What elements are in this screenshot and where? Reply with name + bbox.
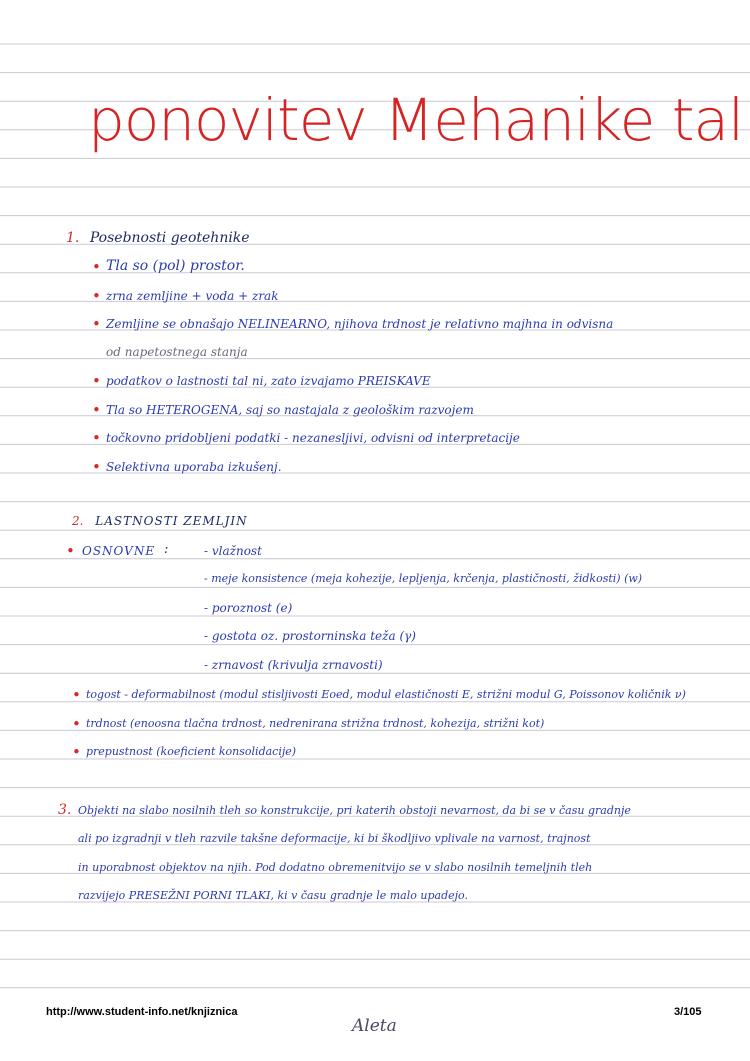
bullet-marker: • xyxy=(72,686,81,704)
bullet-marker: • xyxy=(92,258,101,276)
bullet-marker: • xyxy=(72,715,81,733)
section-1-number: 1. xyxy=(66,230,80,246)
aleta-logo: Aleta xyxy=(352,1016,397,1036)
section-3-line: in uporabnost objektov na njih. Pod dodatno obremenitvijo se v slabo nosilnih temeljnih tleh xyxy=(78,861,593,874)
section-3-number: 3. xyxy=(58,802,72,818)
page-title: ponovitev Mehanike tal xyxy=(88,86,744,154)
section-2-property: trdnost (enoosna tlačna trdnost, nedrenirana strižna trdnost, kohezija, strižni kot) xyxy=(86,717,545,730)
section-1-bullet: Selektivna uporaba izkušenj. xyxy=(106,460,282,474)
osnovne-label: OSNOVNE xyxy=(82,544,156,558)
section-3-line: Objekti na slabo nosilnih tleh so konstrukcije, pri katerih obstoji nevarnost, da bi se v času gradnje xyxy=(78,804,631,817)
section-2-number: 2. xyxy=(72,514,84,528)
osnovne-item: - meje konsistence (meja kohezije, lepljenja, krčenja, plastičnosti, židkosti) (w) xyxy=(204,572,643,585)
section-1-bullet-continuation: od napetostnega stanja xyxy=(106,345,248,359)
bullet-marker: • xyxy=(92,372,101,390)
bullet-marker: • xyxy=(92,429,101,447)
section-2-property: prepustnost (koeficient konsolidacije) xyxy=(86,745,297,758)
section-3-line: razvijejo PRESEŽNI PORNI TLAKI, ki v času gradnje le malo upadejo. xyxy=(78,889,468,902)
bullet-marker: • xyxy=(72,743,81,761)
section-1-bullet: zrna zemljine + voda + zrak xyxy=(106,289,279,303)
section-2-heading-row xyxy=(72,514,248,528)
section-3-line: ali po izgradnji v tleh razvile takšne deformacije, ki bi škodljivo vplivale na varnost, trajnost xyxy=(78,832,591,845)
section-1-heading: Posebnosti geotehnike xyxy=(89,230,250,246)
section-1-bullet: podatkov o lastnosti tal ni, zato izvajamo PREISKAVE xyxy=(106,374,431,388)
section-1-bullet: Zemljine se obnašajo NELINEARNO, njihova trdnost je relativno majhna in odvisna xyxy=(106,317,614,331)
bullet-marker: • xyxy=(92,315,101,333)
bullet-marker: • xyxy=(92,458,101,476)
osnovne-item: - poroznost (e) xyxy=(204,601,293,615)
osnovne-item: - vlažnost xyxy=(204,544,262,558)
section-1-bullet: Tla so HETEROGENA, saj so nastajala z geološkim razvojem xyxy=(106,403,474,417)
section-2-property: togost - deformabilnost (modul stisljivosti Eoed, modul elastičnosti E, strižni modul G, Poissonov količnik ν) xyxy=(86,688,686,701)
osnovne-item: - gostota oz. prostorninska teža (γ) xyxy=(204,629,416,643)
osnovne-item: - zrnavost (krivulja zrnavosti) xyxy=(204,658,383,672)
page-number: 3/105 xyxy=(674,1006,702,1018)
section-1-bullet: točkovno pridobljeni podatki - nezanesljivi, odvisni od interpretacije xyxy=(106,431,520,445)
osnovne-colon: : xyxy=(164,542,169,557)
section-1-bullet: Tla so (pol) prostor. xyxy=(106,258,245,274)
section-1-heading-row xyxy=(66,230,250,246)
bullet-marker: • xyxy=(66,542,75,560)
section-2-heading: LASTNOSTI ZEMLJIN xyxy=(95,514,248,528)
bullet-marker: • xyxy=(92,401,101,419)
bullet-marker: • xyxy=(92,287,101,305)
footer-url: http://www.student-info.net/knjiznica xyxy=(46,1006,238,1018)
